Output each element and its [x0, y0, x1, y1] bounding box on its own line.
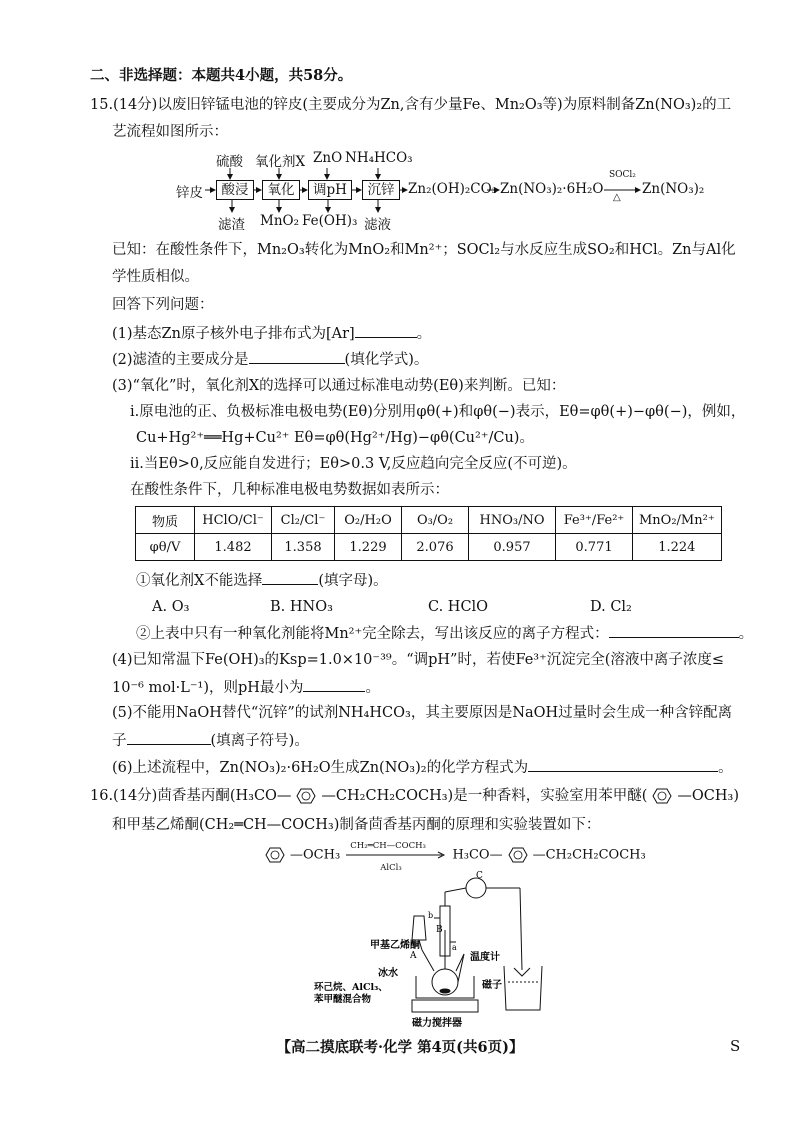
flow-reagent-nh4hco3: NH₄HCO₃: [345, 150, 413, 166]
page-footer: 【高二摸底联考·化学 第4页(共6页)】: [276, 1039, 524, 1056]
q15-part3-sub1-blank[interactable]: [262, 570, 318, 585]
q15-part4-end: 。: [365, 680, 380, 696]
table-row: [136, 534, 722, 561]
benzene-ring-icon: [503, 846, 533, 864]
q15-part1-text: (1)基态Zn原子核外电子排布式为[Ar]: [112, 326, 355, 342]
reaction-reactant: —OCH₃: [290, 847, 341, 863]
flow-step-acid-leach: 酸浸: [216, 180, 254, 200]
dropping-funnel: [412, 916, 426, 940]
table-cell: 1.229: [335, 534, 402, 561]
flow-arrows: [0, 0, 800, 260]
table-header-cell: 物质: [136, 507, 195, 534]
q16-stem-line1: [90, 786, 739, 806]
table-header-cell: O₃/O₂: [402, 507, 469, 534]
flow-reagent-zno: ZnO: [313, 150, 343, 166]
reaction-reagent-top: CH₂═CH—COCH₃: [350, 841, 426, 851]
table-cell: 1.482: [195, 534, 272, 561]
table-cell: 2.076: [402, 534, 469, 561]
reaction-reagent-bottom: AlCl₃: [380, 863, 402, 873]
option-c: C. HClO: [428, 599, 489, 615]
table-header-cell: HClO/Cl⁻: [195, 507, 272, 534]
table-cell: 1.224: [633, 534, 722, 561]
q15-known-line2: 学性质相似。: [112, 269, 199, 285]
table-cell: 0.771: [556, 534, 633, 561]
absorption-beaker: [504, 966, 542, 1010]
option-b: B. HNO₃: [270, 599, 333, 615]
corner-mark: S: [730, 1037, 741, 1055]
q15-part4-blank[interactable]: [303, 677, 365, 692]
label-magnetic-stirrer: 磁力搅拌器: [412, 1018, 462, 1029]
q15-part5-end: (填离子符号)。: [210, 733, 309, 749]
label-a-port: a: [452, 943, 457, 952]
table-cell: 0.957: [469, 534, 556, 561]
drying-tube-bulb: [466, 878, 486, 898]
flow-out-residue: 滤渣: [218, 217, 245, 233]
flow-out-feoh3: Fe(OH)₃: [302, 213, 358, 229]
q15-known-line1: 已知：在酸性条件下，Mn₂O₃转化为MnO₂和Mn²⁺；SOCl₂与水反应生成SO₂和HCl。Zn与Al化: [112, 242, 736, 258]
reaction-scheme: [260, 841, 646, 873]
q15-part3-sub1-text: ①氧化剂X不能选择: [136, 573, 263, 589]
option-a: A. O₃: [152, 599, 190, 615]
reaction-product-right: —CH₂CH₂COCH₃: [532, 847, 646, 863]
q15-stem-line1: 15.(14分)以废旧锌锰电池的锌皮(主要成分为Zn,含有少量Fe、Mn₂O₃等)为原料制备Zn(NO₃)₂的工: [90, 97, 732, 113]
q15-part1-end: 。: [416, 326, 432, 342]
q15-part1: [112, 323, 431, 344]
q15-part5-blank[interactable]: [127, 730, 211, 745]
label-mixture-line2: 苯甲醚混合物: [314, 994, 372, 1005]
q15-part1-blank[interactable]: [355, 323, 417, 338]
thermometer: [458, 954, 464, 982]
label-b-port: b: [428, 911, 434, 920]
flow-reagent-oxidant: 氧化剂X: [255, 154, 306, 170]
flow-product-zinc-nitrate: Zn(NO₃)₂: [642, 181, 705, 197]
q15-stem-line2: 艺流程如图所示：: [112, 124, 228, 140]
label-stir-bar: 磁子: [482, 980, 502, 991]
q15-part3-note-i: ⅰ.原电池的正、负极标准电极电势(Eθ)分别用φθ(+)和φθ(−)表示，Eθ=φθ(+)−φθ(−)，例如，: [130, 404, 746, 420]
stir-bar: [440, 989, 450, 993]
q15-part3-sub2-text: ②上表中只有一种氧化剂能将Mn²⁺完全除去，写出该反应的离子方程式：: [136, 626, 609, 642]
table-header-cell: Cl₂/Cl⁻: [272, 507, 335, 534]
electrode-potential-table: [135, 506, 722, 561]
table-header-cell: MnO₂/Mn²⁺: [633, 507, 722, 534]
flow-start-zinc-skin: 锌皮: [176, 185, 203, 201]
q15-answer-prompt: 回答下列问题：: [112, 297, 214, 313]
q16-stem-line2: 和甲基乙烯酮(CH₂═CH—COCH₃)制备茴香基丙酮的原理和实验装置如下：: [112, 817, 601, 833]
q16-stem-part-b: —CH₂CH₂COCH₃)是一种香料，实验室用苯甲醚(: [321, 788, 648, 804]
q15-part5-line2: [112, 730, 309, 751]
q15-part2: [112, 349, 428, 370]
q15-part5-text: 子: [112, 733, 127, 749]
q15-part3-table-intro: 在酸性条件下，几种标准电极电势数据如表所示：: [130, 482, 449, 498]
label-methyl-vinyl-ketone: 甲基乙烯酮: [370, 940, 420, 951]
label-c-tube: C: [476, 871, 483, 881]
reaction-arrow-icon: [344, 845, 448, 865]
q15-part2-text: (2)滤渣的主要成分是: [112, 352, 249, 368]
q15-part6-end: 。: [718, 760, 733, 776]
q15-part6: [112, 757, 733, 778]
label-ice-water: 冰水: [378, 968, 398, 979]
q16-stem-part-c: —OCH₃): [677, 788, 739, 804]
q15-part3-sub1-end: (填字母)。: [318, 573, 388, 589]
q15-part5-line1: (5)不能用NaOH替代“沉锌”的试剂NH₄HCO₃，其主要原因是NaOH过量时会生成一种含锌配离: [112, 705, 733, 721]
table-header-cell: HNO₃/NO: [469, 507, 556, 534]
label-b-condenser: B: [436, 925, 443, 935]
label-mixture-line1: 环己烷、AlCl₃、: [314, 982, 388, 993]
flow-step-precipitate-zinc: 沉锌: [362, 180, 400, 200]
q15-part3-example: Cu+Hg²⁺══Hg+Cu²⁺ Eθ=φθ(Hg²⁺/Hg)−φθ(Cu²⁺/Cu)。: [136, 430, 534, 446]
q15-part3-sub2-end: 。: [738, 626, 754, 642]
q15-part6-text: (6)上述流程中，Zn(NO₃)₂·6H₂O生成Zn(NO₃)₂的化学方程式为: [112, 760, 529, 776]
benzene-ring-icon: [647, 787, 677, 805]
flow-condition-socl2: SOCl₂: [609, 170, 636, 180]
table-header-cell: Fe³⁺/Fe²⁺: [556, 507, 633, 534]
reaction-product-left: H₃CO—: [452, 847, 503, 863]
q15-part2-blank[interactable]: [249, 349, 345, 364]
table-cell: 1.358: [272, 534, 335, 561]
q15-part3-note-ii: ⅱ.当Eθ>0,反应能自发进行；Eθ>0.3 V,反应趋向完全反应(不可逆)。: [130, 456, 577, 472]
q15-part4-line1: (4)已知常温下Fe(OH)₃的Ksp=1.0×10⁻³⁹。“调pH”时，若使Fe³⁺沉淀完全(溶液中离子浓度≤: [112, 652, 725, 668]
q15-part4-line2: [112, 677, 380, 698]
q15-part3-sub2: [136, 623, 753, 644]
flow-condition-heat: △: [613, 192, 621, 203]
label-thermometer: 温度计: [470, 952, 500, 963]
benzene-ring-icon: [291, 787, 321, 805]
flow-out-filtrate: 滤液: [364, 217, 391, 233]
q15-part3-sub1: [136, 570, 388, 591]
q15-part3-sub2-blank[interactable]: [609, 623, 739, 638]
magnetic-stirrer-base: [412, 1000, 478, 1012]
flow-out-mno2: MnO₂: [260, 213, 299, 229]
q15-part6-blank[interactable]: [528, 757, 718, 772]
flow-reagent-sulfuric-acid: 硫酸: [216, 154, 243, 170]
reaction-arrow: [344, 841, 448, 873]
table-header-cell: O₂/H₂O: [335, 507, 402, 534]
flow-step-oxidize: 氧化: [262, 180, 300, 200]
label-a-funnel: A: [410, 951, 417, 961]
option-d: D. Cl₂: [590, 599, 632, 615]
q16-stem-part-a: 16.(14分)茴香基丙酮(H₃CO—: [90, 788, 292, 804]
q15-part2-end: (填化学式)。: [344, 352, 429, 368]
apparatus-diagram: [300, 870, 560, 1030]
q15-part3-intro: (3)“氧化”时，氧化剂X的选择可以通过标准电动势(Eθ)来判断。已知：: [112, 378, 566, 394]
flow-product-basic-carbonate: Zn₂(OH)₂CO₃: [408, 181, 498, 197]
table-cell: φθ/V: [136, 534, 195, 561]
benzene-ring-icon: [260, 846, 290, 864]
table-header-row: [136, 507, 722, 534]
flow-product-hexahydrate: Zn(NO₃)₂·6H₂O: [500, 181, 604, 197]
section-title: 二、非选择题：本题共4小题，共58分。: [90, 67, 353, 84]
flow-step-adjust-ph: 调pH: [308, 180, 352, 200]
q15-part4-text: 10⁻⁶ mol·L⁻¹)，则pH最小为: [112, 680, 304, 696]
